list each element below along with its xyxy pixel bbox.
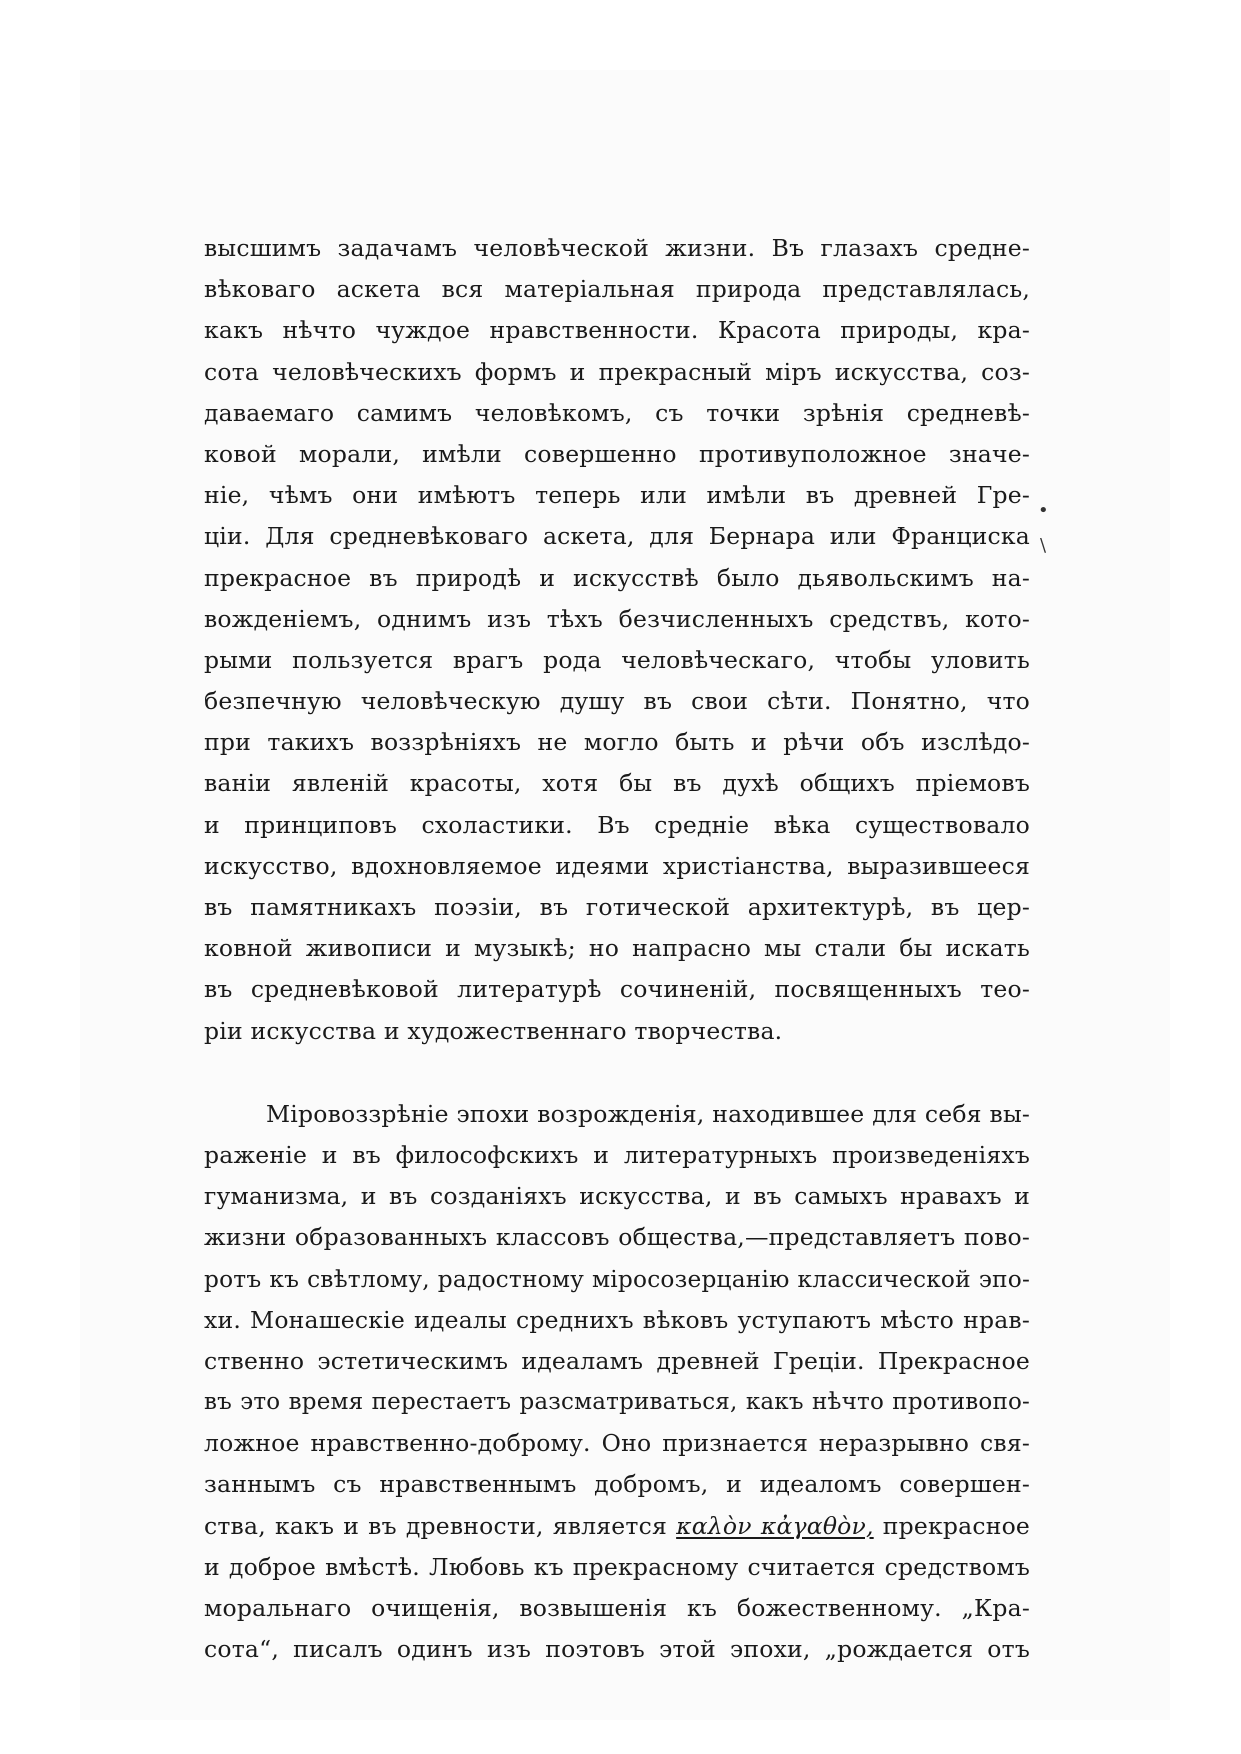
text-line: жизни образованныхъ классовъ общества,—представляетъ пово-: [204, 1223, 1030, 1252]
text-line: прекрасное въ природѣ и искусствѣ было дьявольскимъ на-: [204, 563, 1030, 592]
text-line: ложное нравственно-доброму. Оно признается неразрывно свя-: [204, 1429, 1030, 1458]
text-span: ства, какъ и въ древности, является: [204, 1511, 668, 1540]
text-line: гуманизма, и въ созданіяхъ искусства, и въ самыхъ нравахъ и: [204, 1182, 1030, 1211]
text-line: ственно эстетическимъ идеаламъ древней Греціи. Прекрасное: [204, 1346, 1030, 1375]
margin-mark: •: [1038, 500, 1049, 521]
text-line: въ памятникахъ поэзіи, въ готической архитектурѣ, въ цер-: [204, 893, 1030, 921]
paragraph-2: [204, 1094, 1030, 1671]
text-line: при такихъ воззрѣніяхъ не могло быть и рѣчи объ изслѣдо-: [204, 728, 1030, 757]
text-line: ковой морали, имѣли совершенно противуположное значе-: [204, 439, 1030, 468]
text-line: ротъ къ свѣтлому, радостному міросозерцанію классической эпо-: [204, 1265, 1030, 1293]
text-line: заннымъ съ нравственнымъ добромъ, и идеаломъ совершен-: [204, 1470, 1030, 1499]
text-line: безпечную человѣческую душу въ свои сѣти. Понятно, что: [204, 687, 1030, 716]
text-line: рыми пользуется врагъ рода человѣческаго, чтобы уловить: [204, 645, 1030, 674]
text-line: и доброе вмѣстѣ. Любовь къ прекрасному считается средствомъ: [204, 1552, 1030, 1581]
text-line: ваніи явленій красоты, хотя бы въ духѣ общихъ пріемовъ: [204, 769, 1030, 798]
paragraph-1: [204, 228, 1030, 1052]
text-line: въ это время перестаетъ разсматриваться, какъ нѣчто противопо-: [204, 1389, 1030, 1416]
text-line: ціи. Для средневѣковаго аскета, для Бернара или Франциска: [204, 522, 1030, 551]
text-line: сота человѣческихъ формъ и прекрасный міръ искусства, соз-: [204, 357, 1030, 386]
text-line: хи. Монашескіе идеалы среднихъ вѣковъ уступаютъ мѣсто нрав-: [204, 1305, 1030, 1334]
text-span: прекрасное: [882, 1511, 1031, 1540]
text-line: даваемаго самимъ человѣкомъ, съ точки зрѣнія средневѣ-: [204, 398, 1030, 427]
text-line: искусство, вдохновляемое идеями христіанства, выразившееся: [204, 851, 1030, 880]
margin-mark: \: [1040, 535, 1047, 556]
greek-phrase: καλὸν κἀγαθὸν,: [676, 1511, 874, 1540]
text-line: ріи искусства и художественнаго творчества.: [204, 1016, 783, 1045]
text-line: вожденіемъ, однимъ изъ тѣхъ безчисленныхъ средствъ, кото-: [204, 604, 1030, 633]
text-block: [204, 228, 1030, 1670]
text-line: и принциповъ схоластики. Въ средніе вѣка существовало: [204, 810, 1030, 839]
text-line-with-greek: [204, 1506, 1030, 1547]
text-line: сота“, писалъ одинъ изъ поэтовъ этой эпохи, „рождается отъ: [204, 1635, 1030, 1664]
text-line: высшимъ задачамъ человѣческой жизни. Въ глазахъ средне-: [204, 234, 1030, 262]
text-line: моральнаго очищенія, возвышенія къ божественному. „Кра-: [204, 1594, 1030, 1622]
text-line: вѣковаго аскета вся матеріальная природа представлялась,: [204, 275, 1030, 304]
text-line: ковной живописи и музыкѣ; но напрасно мы стали бы искать: [204, 934, 1030, 963]
text-line: Міровоззрѣніе эпохи возрожденія, находившее для себя вы-: [266, 1099, 1030, 1128]
text-line: какъ нѣчто чуждое нравственности. Красота природы, кра-: [204, 316, 1030, 345]
text-line: ніе, чѣмъ они имѣютъ теперь или имѣли въ древней Гре-: [204, 481, 1030, 510]
text-line: раженіе и въ философскихъ и литературныхъ произведеніяхъ: [204, 1140, 1030, 1169]
text-line: въ средневѣковой литературѣ сочиненій, посвященныхъ тео-: [204, 975, 1030, 1004]
